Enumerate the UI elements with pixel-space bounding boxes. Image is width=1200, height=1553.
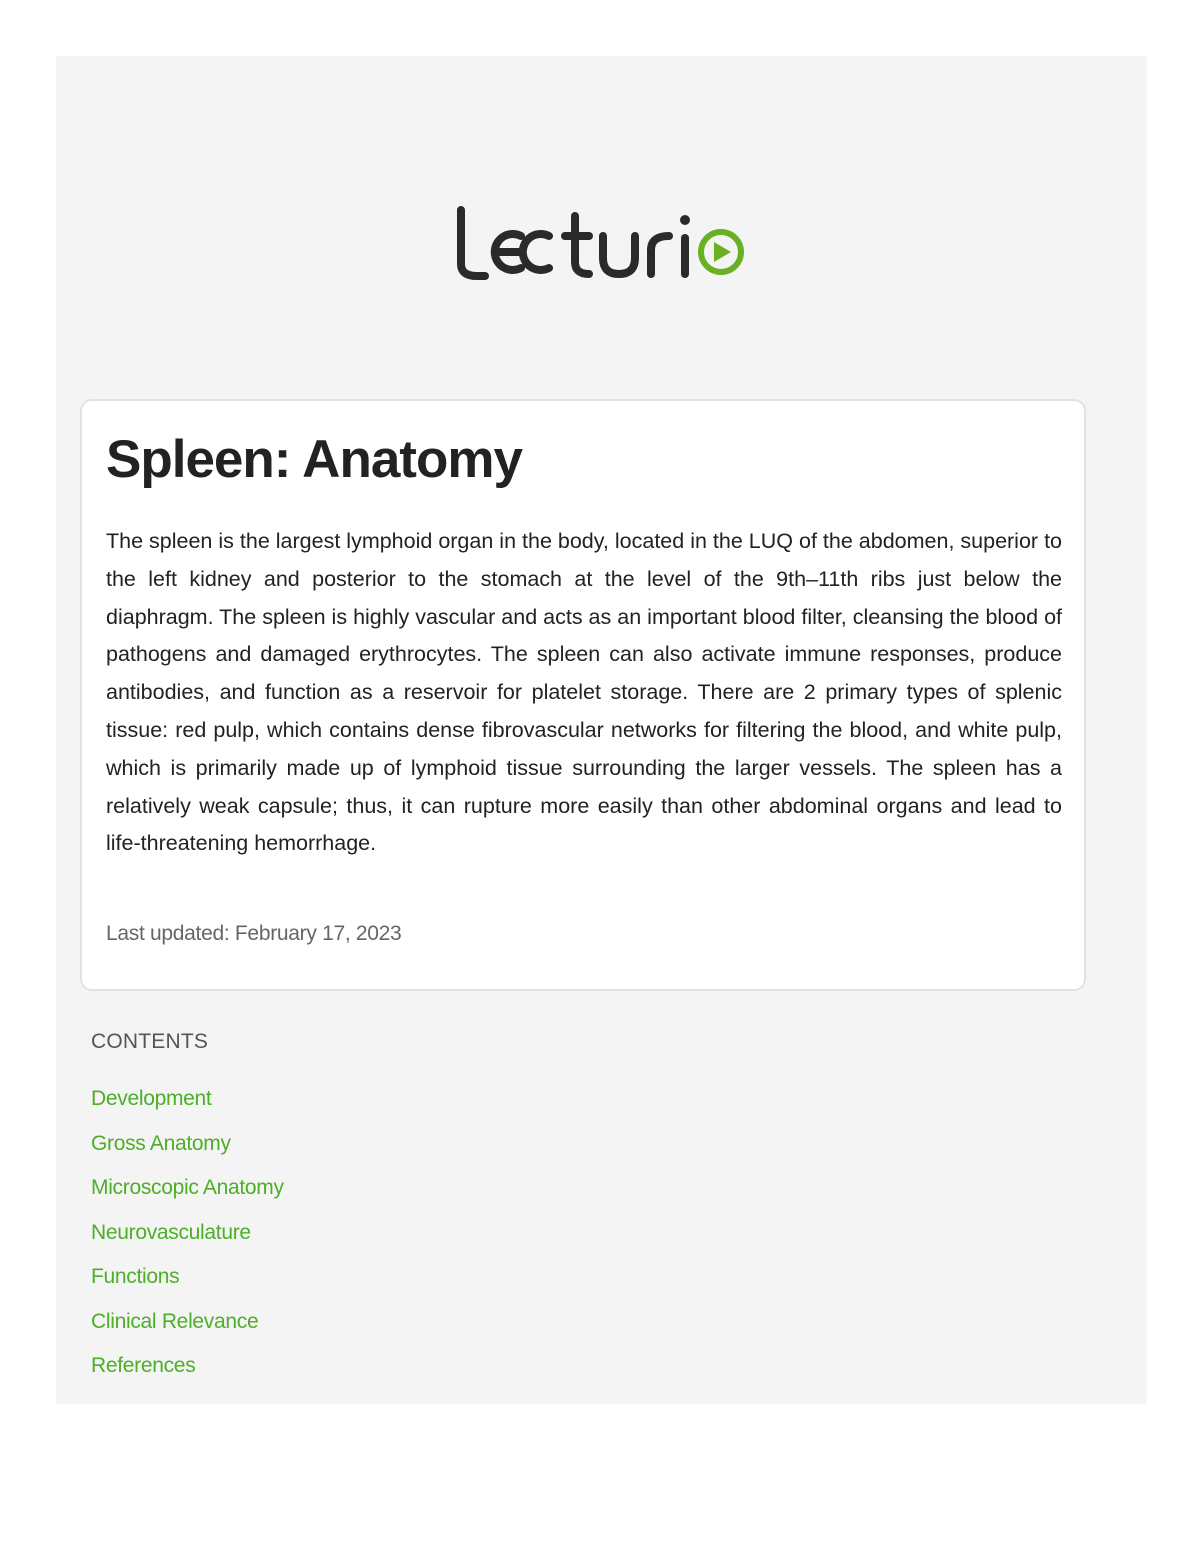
- toc-link-gross-anatomy[interactable]: Gross Anatomy: [91, 1131, 231, 1155]
- toc-item: [91, 1213, 284, 1258]
- toc-item: [91, 1302, 284, 1347]
- toc-link-development[interactable]: Development: [91, 1087, 212, 1110]
- toc-link-microscopic-anatomy[interactable]: Microscopic Anatomy: [91, 1176, 284, 1199]
- table-of-contents: [91, 1079, 284, 1391]
- toc-item: [91, 1257, 284, 1302]
- toc-item: [91, 1124, 284, 1169]
- page-title: Spleen: Anatomy: [106, 430, 522, 489]
- toc-link-references[interactable]: References: [91, 1354, 196, 1377]
- article-summary: The spleen is the largest lymphoid organ in the body, located in the LUQ of the abdomen, superior to the left kidney and posterior to the stomach at the level of the 9th–11th ribs just below the diaphragm. The spleen is highly vascular and acts as an important blood filter, cleansing the blood of pathogens and damaged erythrocytes. The spleen can also activate immune responses, produce antibodies, and function as a reservoir for platelet storage. There are 2 primary types of splenic tissue: red pulp, which contains dense fibrovascular networks for filtering the blood, and white pulp, which is primarily made up of lymphoid tissue surrounding the larger vessels. The spleen has a relatively weak capsule; thus, it can rupture more easily than other abdominal organs and lead to life-threatening hemorrhage.: [106, 529, 1062, 856]
- toc-item: [91, 1079, 284, 1124]
- toc-link-functions[interactable]: Functions: [91, 1265, 180, 1288]
- document-page: [56, 56, 1147, 1404]
- toc-item: [91, 1168, 284, 1213]
- summary-card: [80, 399, 1086, 991]
- toc-item: [91, 1346, 284, 1391]
- toc-link-neurovasculature[interactable]: Neurovasculature: [91, 1220, 251, 1244]
- last-updated: Last updated: February 17, 2023: [106, 922, 402, 945]
- toc-link-clinical-relevance[interactable]: Clinical Relevance: [91, 1309, 259, 1333]
- contents-heading: CONTENTS: [91, 1030, 209, 1053]
- lecturio-logo[interactable]: [455, 206, 749, 282]
